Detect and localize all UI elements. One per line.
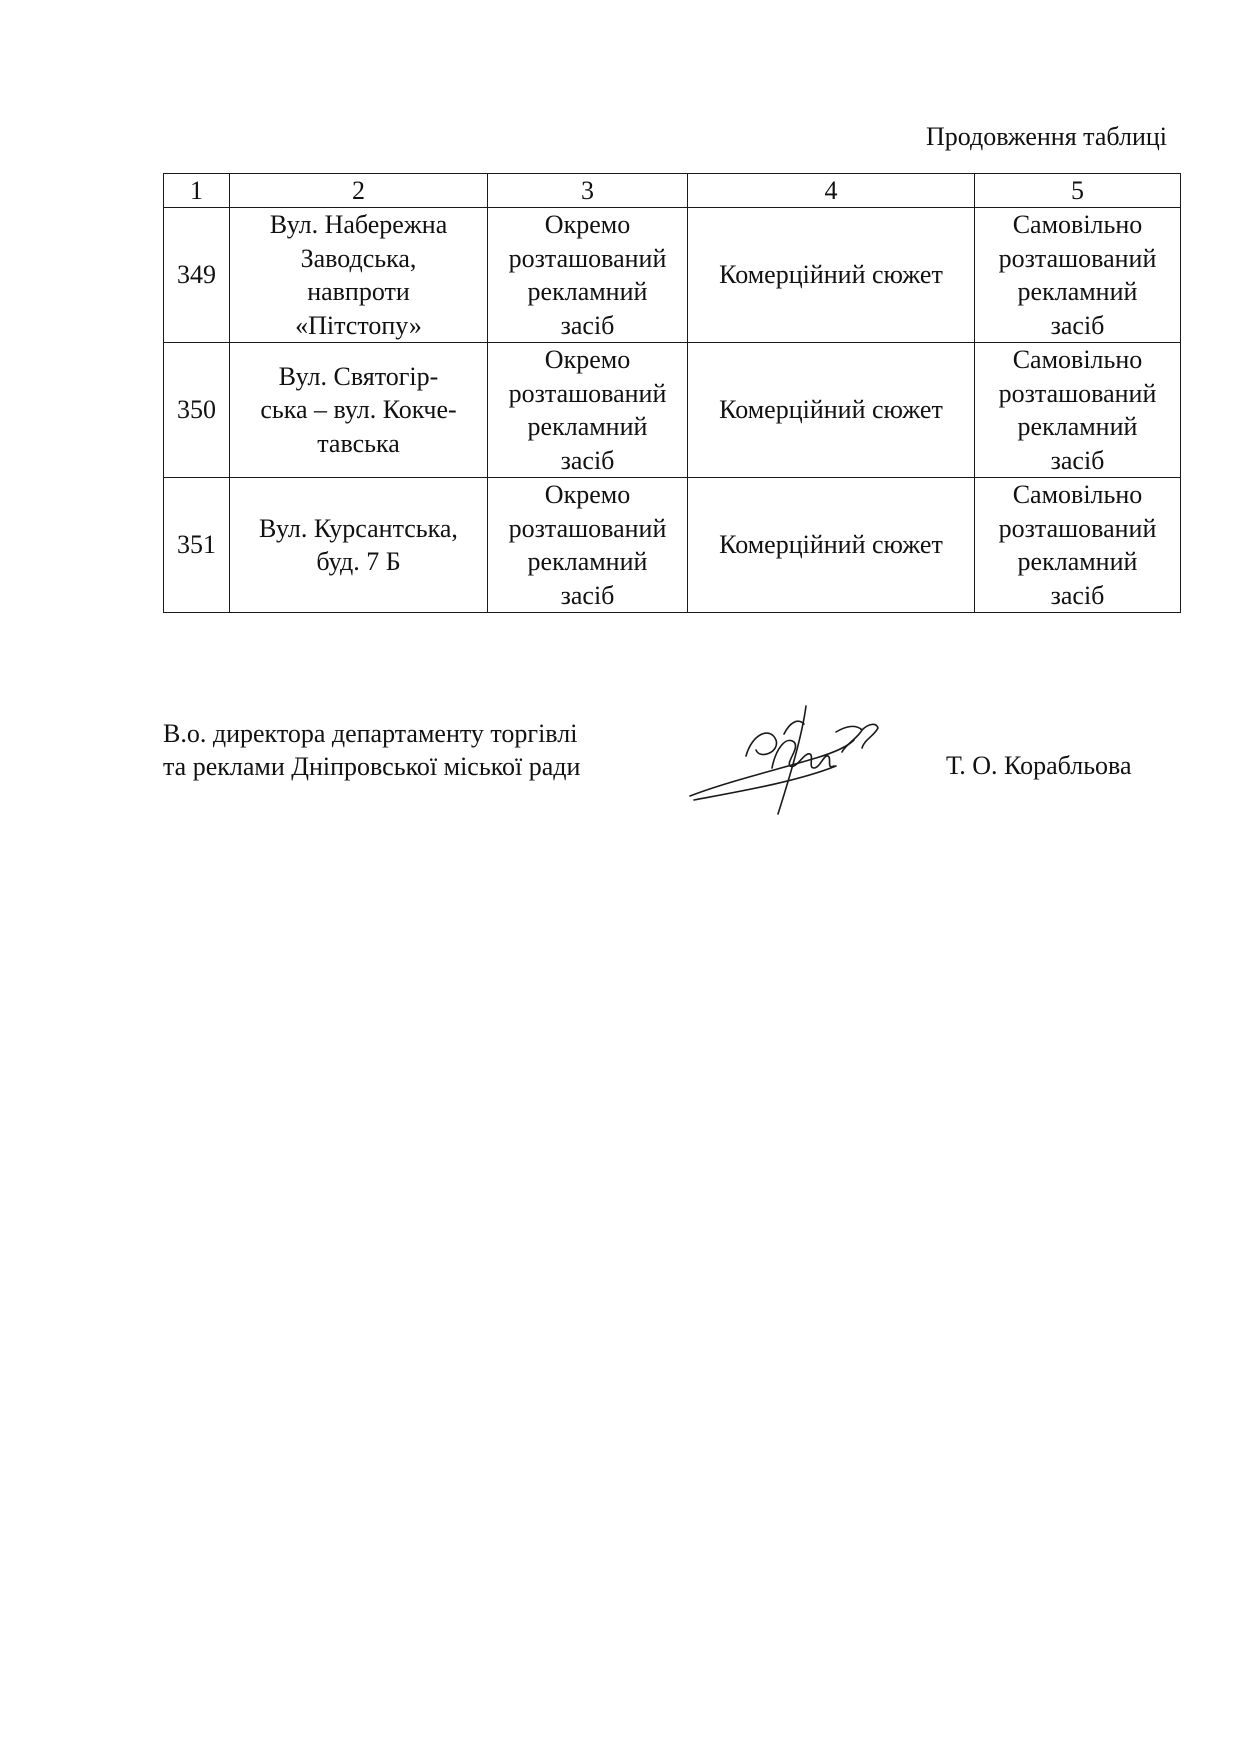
- address-line: Вул. Курсантська,: [259, 513, 458, 543]
- status-line: засіб: [1050, 310, 1105, 340]
- address-line: Заводська,: [300, 243, 417, 273]
- status-line: Самовільно: [1012, 480, 1143, 509]
- type-line: рекламний: [527, 412, 648, 441]
- address-cell: [230, 208, 488, 343]
- type-line: засіб: [560, 445, 615, 475]
- type-line: Окремо: [544, 210, 631, 239]
- type-line: Окремо: [544, 480, 631, 509]
- handwritten-signature-icon: [686, 696, 906, 816]
- address-line: Вул. Набережна: [269, 210, 448, 239]
- table-header-row: [164, 174, 1181, 208]
- status-line: засіб: [1050, 580, 1105, 610]
- type-line: рекламний: [527, 547, 648, 576]
- status-cell: [975, 208, 1181, 343]
- column-header: 4: [688, 174, 975, 208]
- signer-name: Т. О. Корабльова: [946, 751, 1132, 780]
- content-cell: Комерційний сюжет: [688, 478, 975, 613]
- type-cell: [488, 343, 688, 478]
- status-line: Самовільно: [1012, 345, 1143, 374]
- type-line: розташований: [508, 378, 667, 408]
- type-cell: [488, 478, 688, 613]
- status-line: рекламний: [1017, 277, 1138, 306]
- type-line: розташований: [508, 513, 667, 543]
- signatory-position: [163, 717, 580, 783]
- status-line: розташований: [998, 243, 1157, 273]
- table-row: [164, 478, 1181, 613]
- type-line: Окремо: [544, 345, 631, 374]
- column-header: 2: [230, 174, 488, 208]
- type-line: засіб: [560, 310, 615, 340]
- address-cell: [230, 478, 488, 613]
- position-line: В.о. директора департаменту торгівлі: [163, 719, 578, 748]
- content-cell: Комерційний сюжет: [688, 343, 975, 478]
- address-cell: [230, 343, 488, 478]
- status-line: розташований: [998, 513, 1157, 543]
- continuation-label: Продовження таблиці: [925, 122, 1167, 151]
- column-header: 1: [164, 174, 230, 208]
- row-number: 351: [164, 478, 230, 613]
- table-row: [164, 343, 1181, 478]
- address-line: тавська: [317, 428, 400, 458]
- status-cell: [975, 343, 1181, 478]
- status-line: рекламний: [1017, 547, 1138, 576]
- status-line: Самовільно: [1012, 210, 1143, 239]
- content-cell: Комерційний сюжет: [688, 208, 975, 343]
- address-line: ська – вул. Кокче-: [260, 395, 457, 425]
- column-header: 3: [488, 174, 688, 208]
- address-line: навпроти: [307, 277, 410, 306]
- status-cell: [975, 478, 1181, 613]
- status-line: засіб: [1050, 445, 1105, 475]
- column-header: 5: [975, 174, 1181, 208]
- position-line: та реклами Дніпровської міської ради: [163, 752, 581, 781]
- table-row: [164, 208, 1181, 343]
- advertising-table: [163, 173, 1181, 613]
- type-line: рекламний: [527, 277, 648, 306]
- address-line: «Пітстопу»: [295, 310, 422, 340]
- type-cell: [488, 208, 688, 343]
- status-line: рекламний: [1017, 412, 1138, 441]
- row-number: 350: [164, 343, 230, 478]
- address-line: буд. 7 Б: [316, 547, 401, 576]
- type-line: засіб: [560, 580, 615, 610]
- status-line: розташований: [998, 378, 1157, 408]
- address-line: Вул. Святогір-: [278, 361, 439, 391]
- row-number: 349: [164, 208, 230, 343]
- type-line: розташований: [508, 243, 667, 273]
